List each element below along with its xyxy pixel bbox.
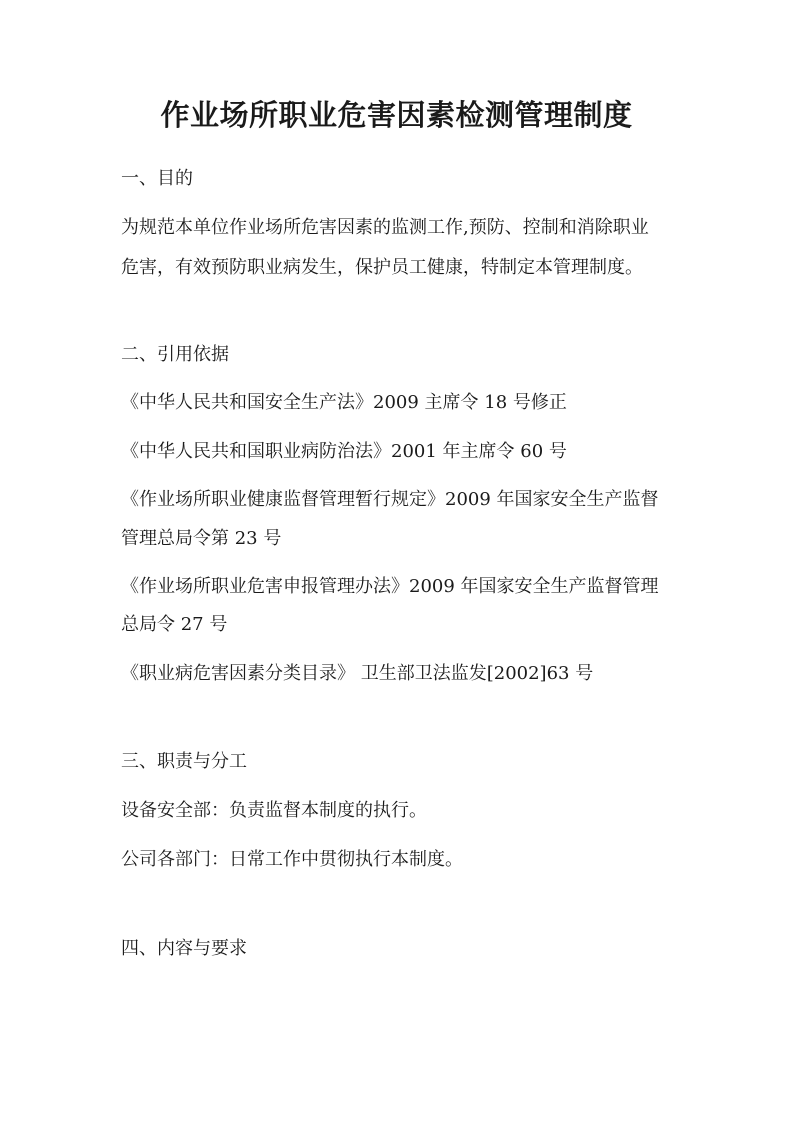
section-heading-responsibilities: 三、职责与分工 <box>121 751 247 772</box>
responsibility-item: 设备安全部：负责监督本制度的执行。 <box>121 800 427 821</box>
section-heading-purpose: 一、目的 <box>121 168 193 189</box>
reference-item: 《中华人民共和国职业病防治法》2001 年主席令 60 号 <box>121 441 567 462</box>
reference-item: 《中华人民共和国安全生产法》2009 主席令 18 号修正 <box>121 392 567 413</box>
reference-item-line-1: 《作业场所职业健康监督管理暂行规定》2009 年国家安全生产监督 <box>121 489 659 510</box>
reference-item-line-2: 管理总局令第 23 号 <box>121 528 282 549</box>
responsibility-item: 公司各部门：日常工作中贯彻执行本制度。 <box>121 849 463 870</box>
purpose-paragraph-line-2: 危害，有效预防职业病发生，保护员工健康，特制定本管理制度。 <box>121 257 643 278</box>
section-heading-content-requirements: 四、内容与要求 <box>121 938 247 959</box>
reference-item-line-2: 总局令 27 号 <box>121 614 228 635</box>
page-title: 作业场所职业危害因素检测管理制度 <box>160 98 633 132</box>
section-heading-references: 二、引用依据 <box>121 344 229 365</box>
purpose-paragraph-line-1: 为规范本单位作业场所危害因素的监测工作,预防、控制和消除职业 <box>121 217 649 238</box>
reference-item: 《职业病危害因素分类目录》 卫生部卫法监发[2002]63 号 <box>121 663 594 684</box>
reference-item-line-1: 《作业场所职业危害申报管理办法》2009 年国家安全生产监督管理 <box>121 576 659 597</box>
